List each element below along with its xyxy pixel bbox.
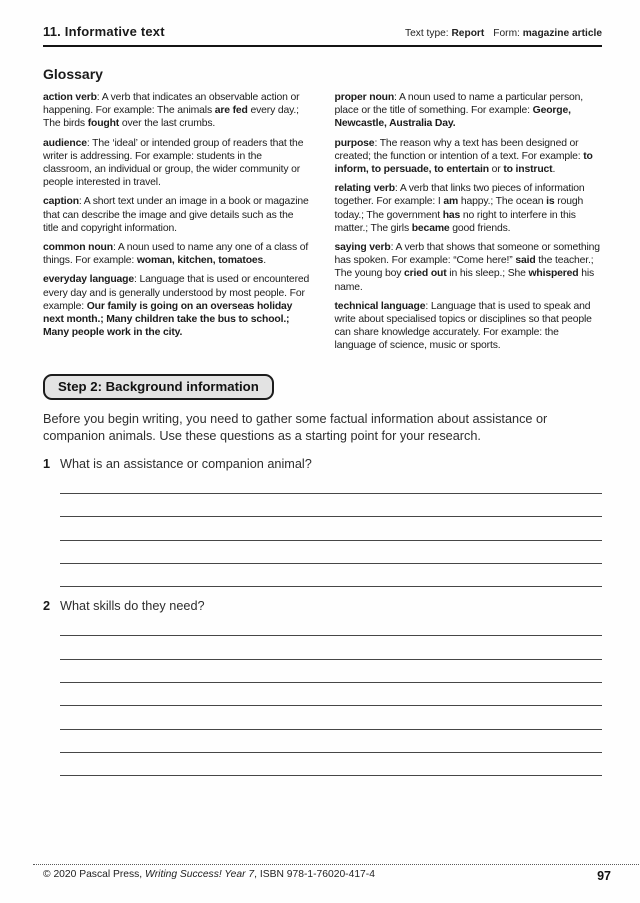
answer-line: [60, 564, 602, 587]
question-number: 1: [43, 456, 51, 471]
glossary-term: saying verb: [334, 242, 391, 254]
answer-line: [60, 541, 602, 564]
glossary-term: relating verb: [334, 183, 395, 195]
question-2: [43, 599, 602, 776]
answer-line: [60, 636, 602, 659]
answer-line: [60, 753, 602, 776]
glossary-column-1: [43, 91, 311, 359]
glossary-column-2: [335, 91, 603, 359]
glossary-entry: relating verb: A verb that links two pieces of information together. For example: I am happy.; The ocean is rough today.; The government has no right to interfere in this matter.; The girls became good friends.: [334, 183, 585, 234]
glossary-term: audience: [43, 137, 87, 149]
glossary-term: proper noun: [334, 92, 395, 103]
intro-paragraph: Before you begin writing, you need to gather some factual information about assistance or companion animals. Use these questions as a starting point for your research.: [43, 411, 548, 443]
glossary-term: caption: [43, 196, 79, 208]
page-number: 97: [597, 869, 611, 883]
question-1: [43, 457, 602, 587]
answer-line: [60, 683, 602, 706]
glossary-term: everyday language: [43, 274, 135, 286]
glossary-term: action verb: [43, 92, 97, 103]
glossary-term: purpose: [334, 137, 375, 149]
glossary: [43, 91, 602, 359]
glossary-term: common noun: [43, 242, 113, 254]
answer-lines-q1: [60, 471, 602, 587]
page-footer: [33, 864, 639, 883]
glossary-entry: technical language: Language that is used to speak and write about specialised topics or disciplines so that people can share knowledge accurately. For example: the language of science, music or sports.: [334, 300, 592, 352]
glossary-entry: common noun: A noun used to name any one of a class of things. For example: woman, kitchen, tomatoes.: [43, 242, 309, 267]
chapter-title: 11. Informative text: [43, 24, 165, 39]
glossary-entry: saying verb: A verb that shows that someone or something has spoken. For example: “Come here!” said the teacher.; The young boy cried out in his sleep.; She whispered his name.: [334, 242, 600, 293]
answer-line: [60, 730, 602, 753]
answer-line: [60, 706, 602, 729]
glossary-entry: proper noun: A noun used to name a particular person, place or the title of something. For example: George, Newcastle, Australia Day.: [334, 92, 583, 130]
question-text: What skills do they need?: [60, 599, 205, 614]
answer-lines-q2: [60, 613, 602, 776]
answer-line: [60, 494, 602, 517]
glossary-title: Glossary: [43, 66, 103, 82]
glossary-entry: caption: A short text under an image in a book or magazine that can describe the image and give details such as the title and copyright information.: [43, 196, 309, 234]
step-heading: Step 2: Background information: [43, 374, 274, 400]
copyright-text: © 2020 Pascal Press, Writing Success! Year 7, ISBN 978-1-76020-417-4: [43, 869, 375, 880]
answer-line: [60, 471, 602, 494]
questions-section: [43, 457, 602, 777]
answer-line: [60, 517, 602, 540]
answer-line: [60, 660, 602, 683]
answer-line: [60, 613, 602, 636]
text-type-label: Text type: Report Form: magazine article: [405, 28, 602, 39]
question-number: 2: [43, 599, 51, 614]
glossary-entry: everyday language: Language that is used or encountered every day and is generally understood by most people. For example: Our family is going on an overseas holiday next month.; Many children take the bus to school.; Many people work in the city.: [43, 274, 310, 339]
glossary-entry: action verb: A verb that indicates an observable action or happening. For example: The animals are fed every day.; The birds fought over the last crumbs.: [43, 92, 300, 130]
question-text: What is an assistance or companion animal?: [60, 456, 312, 471]
glossary-entry: audience: The ‘ideal’ or intended group of readers that the writer is addressing. For example: students in the classroom, an individual or group, the wider community or people interested in travel.: [43, 137, 304, 189]
page-header: [43, 24, 602, 47]
glossary-term: technical language: [334, 300, 426, 312]
glossary-entry: purpose: The reason why a text has been designed or created; the function or intention of a text. For example: to inform, to persuade, to entertain or to instruct.: [334, 137, 593, 176]
